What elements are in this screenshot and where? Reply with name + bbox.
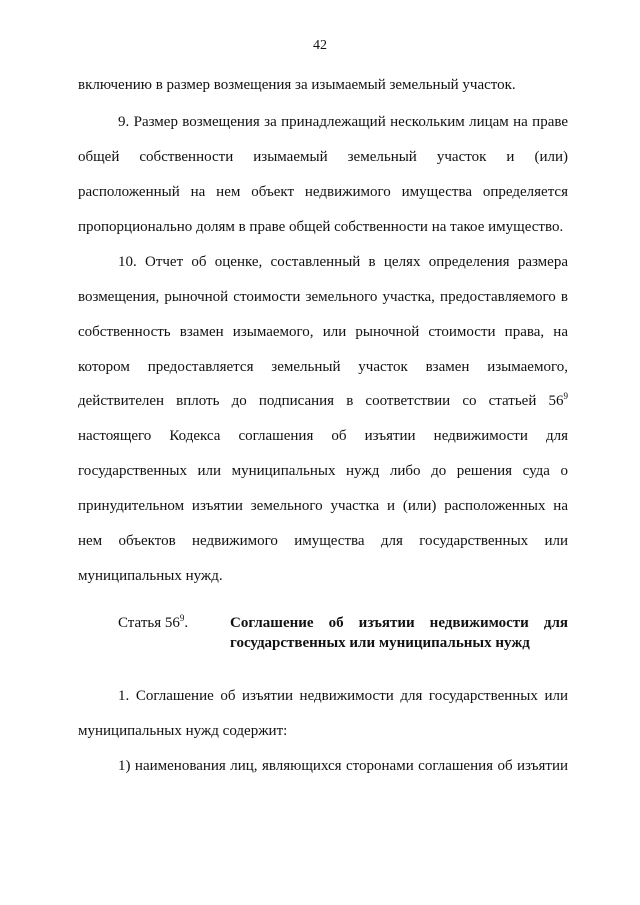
text-line: государственных или муниципальных нужд либо до решения суда о (78, 463, 568, 479)
text-line: муниципальных нужд содержит: (78, 723, 288, 739)
article-label (118, 613, 188, 633)
text-line: пропорционально долям в праве общей собственности на такое имущество. (78, 219, 564, 235)
article-title-line: Соглашение об изъятии недвижимости для (230, 615, 568, 631)
article-title-line: государственных или муниципальных нужд (230, 635, 530, 651)
article-label-dot: . (184, 615, 189, 631)
text-line: 1. Соглашение об изъятии недвижимости для государственных или (118, 688, 568, 704)
article-label-text: Статья 56 (118, 615, 180, 631)
text-line: 10. Отчет об оценке, составленный в целях определения размера (118, 254, 568, 270)
superscript: 9 (563, 391, 568, 401)
text-line: 9. Размер возмещения за принадлежащий нескольким лицам на праве (118, 114, 568, 130)
text-line-with-sup (78, 391, 568, 411)
text-line: нем объектов недвижимого имущества для государственных или (78, 533, 568, 549)
text-line: муниципальных нужд. (78, 568, 223, 584)
text-line: собственность взамен изымаемого, или рыночной стоимости права, на (78, 324, 568, 340)
text-line: возмещения, рыночной стоимости земельного участка, предоставляемого в (78, 289, 568, 305)
article-title (230, 613, 568, 653)
text-line: котором предоставляется земельный участок взамен изымаемого, (78, 359, 568, 375)
text-line: общей собственности изымаемый земельный участок и (или) (78, 149, 568, 165)
text-line: 1) наименования лиц, являющихся сторонами соглашения об изъятии (118, 758, 568, 774)
text-line: настоящего Кодекса соглашения об изъятии недвижимости для (78, 428, 568, 444)
article-label-sup: 9 (179, 613, 185, 623)
page-number: 42 (313, 38, 327, 53)
text-line-body: действителен вплоть до подписания в соответствии со статьей 56 (78, 393, 564, 409)
text-line: принудительном изъятии земельного участка и (или) расположенных на (78, 498, 568, 514)
text-line: расположенный на нем объект недвижимого имущества определяется (78, 184, 568, 200)
text-line: включению в размер возмещения за изымаемый земельный участок. (78, 77, 516, 93)
